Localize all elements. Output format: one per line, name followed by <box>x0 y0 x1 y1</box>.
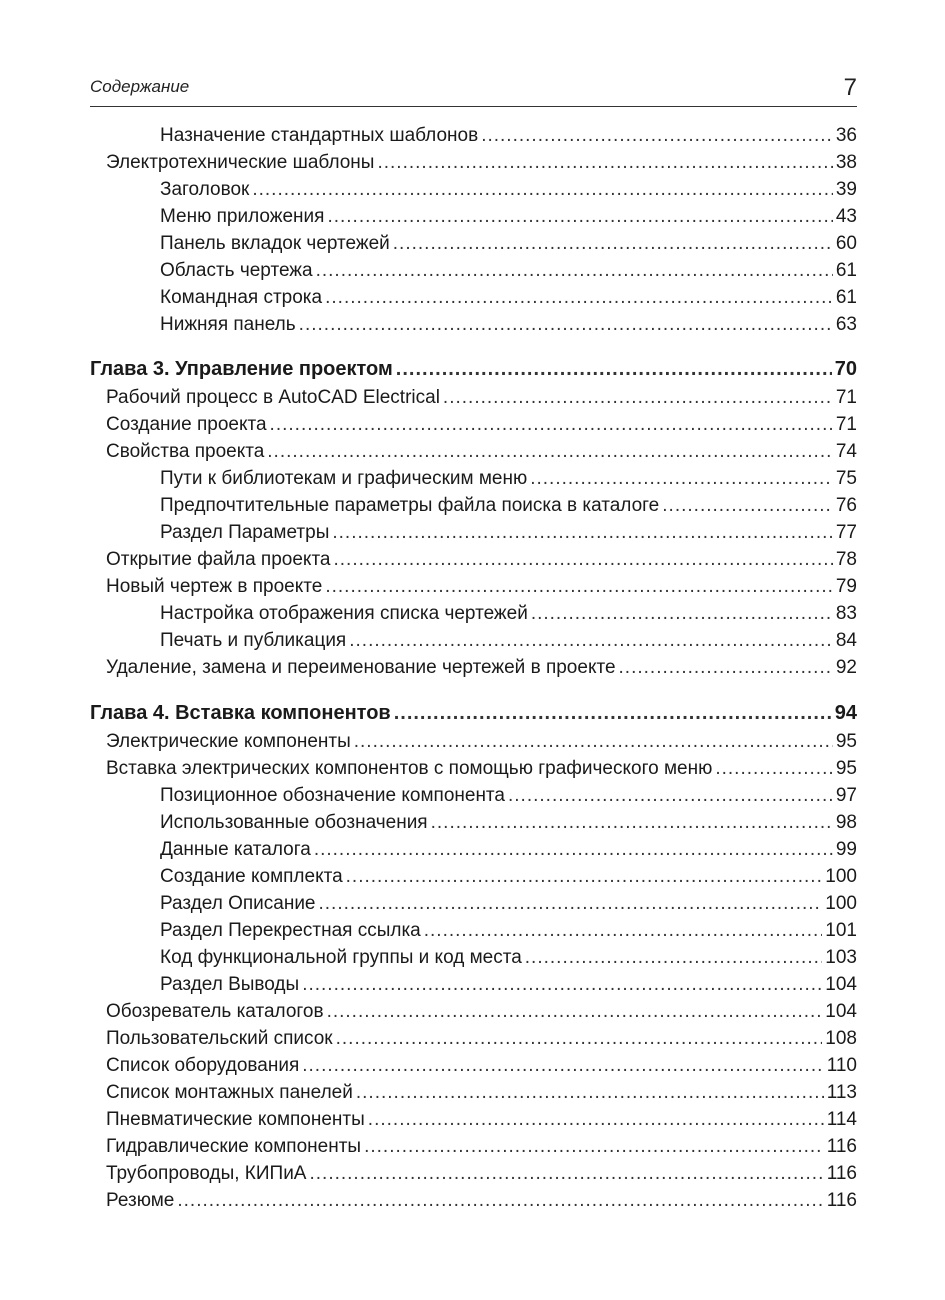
toc-entry-title: Печать и публикация <box>160 630 347 651</box>
toc-entry-page: 92 <box>835 657 857 678</box>
toc-entry-title: Рабочий процесс в AutoCAD Electrical <box>106 387 440 408</box>
toc-entry-page: 104 <box>825 1001 857 1022</box>
toc-entry <box>106 729 857 755</box>
dot-leader <box>715 756 833 782</box>
dot-leader <box>336 1026 823 1052</box>
toc-entry <box>160 285 857 311</box>
toc-entry-page: 43 <box>835 206 857 227</box>
dot-leader <box>349 628 833 654</box>
dot-leader <box>309 1161 823 1187</box>
toc-entry-page: 114 <box>826 1109 857 1130</box>
toc-entry <box>160 783 857 809</box>
toc-entry-title: Область чертежа <box>160 260 313 281</box>
dot-leader <box>177 1188 823 1214</box>
toc-entry <box>106 1080 857 1106</box>
dot-leader <box>325 285 833 311</box>
toc-entry-page: 94 <box>834 702 857 724</box>
dot-leader <box>443 385 833 411</box>
dot-leader <box>346 864 823 890</box>
toc-entry-title: Меню приложения <box>160 206 325 227</box>
toc-entry <box>160 837 857 863</box>
toc-entry-page: 113 <box>826 1082 857 1103</box>
toc-entry-title: Настройка отображения списка чертежей <box>160 603 528 624</box>
toc-entry <box>160 601 857 627</box>
dot-leader <box>334 547 833 573</box>
dot-leader <box>327 999 823 1025</box>
toc-entry <box>160 918 857 944</box>
dot-leader <box>377 150 832 176</box>
toc-entry-title: Код функциональной группы и код места <box>160 947 522 968</box>
toc-entry-page: 103 <box>825 947 857 968</box>
toc-entry-page: 84 <box>835 630 857 651</box>
dot-leader <box>299 312 833 338</box>
dot-leader <box>332 520 833 546</box>
toc-entry <box>160 312 857 338</box>
toc-entry <box>106 1107 857 1133</box>
toc-entry-title: Список оборудования <box>106 1055 300 1076</box>
toc-entry-title: Открытие файла проекта <box>106 549 331 570</box>
toc-entry <box>106 1026 857 1052</box>
toc-entry <box>160 945 857 971</box>
toc-entry-page: 71 <box>835 387 857 408</box>
toc-entry-page: 98 <box>835 812 857 833</box>
dot-leader <box>662 493 833 519</box>
dot-leader <box>424 918 823 944</box>
toc-entry-title: Вставка электрических компонентов с помощью графического меню <box>106 758 713 779</box>
dot-leader <box>531 601 833 627</box>
toc-entry-title: Глава 3. Управление проектом <box>90 358 393 380</box>
dot-leader <box>508 783 833 809</box>
toc-entry-title: Удаление, замена и переименование чертежей в проекте <box>106 657 616 678</box>
toc-entry-page: 77 <box>835 522 857 543</box>
toc-entry-title: Пути к библиотекам и графическим меню <box>160 468 528 489</box>
dot-leader <box>619 655 833 681</box>
dot-leader <box>314 837 833 863</box>
dot-leader <box>481 123 833 149</box>
toc-entry-title: Электротехнические шаблоны <box>106 152 375 173</box>
toc-entry-title: Командная строка <box>160 287 323 308</box>
toc-entry-title: Раздел Описание <box>160 893 316 914</box>
dot-leader <box>302 1053 823 1079</box>
toc-entry-page: 61 <box>835 287 857 308</box>
dot-leader <box>325 574 833 600</box>
toc-chapter <box>90 354 857 384</box>
toc-entry-page: 39 <box>835 179 857 200</box>
toc-entry-title: Создание проекта <box>106 414 267 435</box>
toc-entry <box>160 177 857 203</box>
toc-entry-page: 99 <box>835 839 857 860</box>
toc-entry <box>160 810 857 836</box>
toc-entry-page: 95 <box>835 731 857 752</box>
toc-entry <box>106 1053 857 1079</box>
toc-entry <box>106 1188 857 1214</box>
toc-entry-title: Гидравлические компоненты <box>106 1136 362 1157</box>
toc-entry-page: 97 <box>835 785 857 806</box>
toc-entry-title: Позиционное обозначение компонента <box>160 785 505 806</box>
dot-leader <box>327 204 832 230</box>
toc-entry-page: 108 <box>825 1028 857 1049</box>
dot-leader <box>356 1080 824 1106</box>
toc-entry <box>160 520 857 546</box>
toc-entry-page: 101 <box>825 920 857 941</box>
dot-leader <box>394 698 832 728</box>
dot-leader <box>316 258 833 284</box>
toc-entry-title: Назначение стандартных шаблонов <box>160 125 479 146</box>
toc-entry-page: 36 <box>835 125 857 146</box>
dot-leader <box>270 412 833 438</box>
toc-entry <box>106 385 857 411</box>
toc-entry <box>160 891 857 917</box>
toc-entry-title: Новый чертеж в проекте <box>106 576 323 597</box>
dot-leader <box>364 1134 824 1160</box>
toc-entry-title: Глава 4. Вставка компонентов <box>90 702 391 724</box>
toc-entry <box>160 466 857 492</box>
dot-leader <box>525 945 823 971</box>
toc-entry-page: 79 <box>835 576 857 597</box>
dot-leader <box>252 177 833 203</box>
toc-entry <box>106 655 857 681</box>
toc-entry-page: 61 <box>835 260 857 281</box>
toc-entry <box>160 493 857 519</box>
toc-entry <box>106 1161 857 1187</box>
toc-entry-title: Использованные обозначения <box>160 812 428 833</box>
toc-entry-title: Пользовательский список <box>106 1028 333 1049</box>
toc-entry-title: Предпочтительные параметры файла поиска в каталоге <box>160 495 660 516</box>
toc-entry-title: Обозреватель каталогов <box>106 1001 324 1022</box>
dot-leader <box>319 891 823 917</box>
toc-entry <box>106 412 857 438</box>
toc-entry-page: 76 <box>835 495 857 516</box>
toc-entry-page: 100 <box>825 866 857 887</box>
toc-entry-title: Трубопроводы, КИПиА <box>106 1163 307 1184</box>
dot-leader <box>530 466 833 492</box>
dot-leader <box>267 439 833 465</box>
toc-chapter <box>90 698 857 728</box>
toc-entry <box>106 999 857 1025</box>
toc-entry-page: 116 <box>826 1136 857 1157</box>
toc-entry-page: 116 <box>826 1190 857 1211</box>
toc-entry <box>106 439 857 465</box>
toc-entry <box>106 1134 857 1160</box>
toc-entry-page: 71 <box>835 414 857 435</box>
dot-leader <box>302 972 822 998</box>
toc-entry-title: Свойства проекта <box>106 441 265 462</box>
toc-entry <box>106 547 857 573</box>
toc-entry-page: 63 <box>835 314 857 335</box>
toc-entry <box>106 574 857 600</box>
toc-entry-title: Раздел Параметры <box>160 522 330 543</box>
dot-leader <box>354 729 833 755</box>
toc-entry <box>160 204 857 230</box>
dot-leader <box>396 354 832 384</box>
header-page-number: 7 <box>843 74 857 101</box>
dot-leader <box>431 810 833 836</box>
toc-entry-title: Резюме <box>106 1190 175 1211</box>
toc-entry-page: 110 <box>826 1055 857 1076</box>
toc-entry-title: Панель вкладок чертежей <box>160 233 390 254</box>
toc-entry <box>160 628 857 654</box>
dot-leader <box>368 1107 824 1133</box>
toc-entry <box>160 123 857 149</box>
running-header <box>90 72 857 107</box>
toc-entry-page: 38 <box>835 152 857 173</box>
toc-entry <box>160 258 857 284</box>
toc-entry <box>160 972 857 998</box>
toc-entry <box>160 231 857 257</box>
toc-entry-title: Список монтажных панелей <box>106 1082 353 1103</box>
toc-entry <box>106 756 857 782</box>
toc-entry-title: Раздел Перекрестная ссылка <box>160 920 421 941</box>
dot-leader <box>393 231 833 257</box>
toc-entry-page: 74 <box>835 441 857 462</box>
toc-entry-page: 116 <box>826 1163 857 1184</box>
toc-entry-title: Электрические компоненты <box>106 731 351 752</box>
header-section-title: Содержание <box>90 77 190 96</box>
toc-entry-title: Создание комплекта <box>160 866 343 887</box>
toc-entry-title: Нижняя панель <box>160 314 296 335</box>
toc-entry-page: 70 <box>834 358 857 380</box>
toc-entry-page: 60 <box>835 233 857 254</box>
toc-entry-title: Раздел Выводы <box>160 974 300 995</box>
toc-entry <box>160 864 857 890</box>
toc-entry-page: 75 <box>835 468 857 489</box>
toc-entry-title: Данные каталога <box>160 839 311 860</box>
toc-entry-title: Заголовок <box>160 179 250 200</box>
toc-entry-page: 104 <box>825 974 857 995</box>
toc-entry-page: 100 <box>825 893 857 914</box>
toc-entry-page: 83 <box>835 603 857 624</box>
toc-entry-title: Пневматические компоненты <box>106 1109 365 1130</box>
toc-entry <box>106 150 857 176</box>
toc-entry-page: 78 <box>835 549 857 570</box>
toc-entry-page: 95 <box>835 758 857 779</box>
